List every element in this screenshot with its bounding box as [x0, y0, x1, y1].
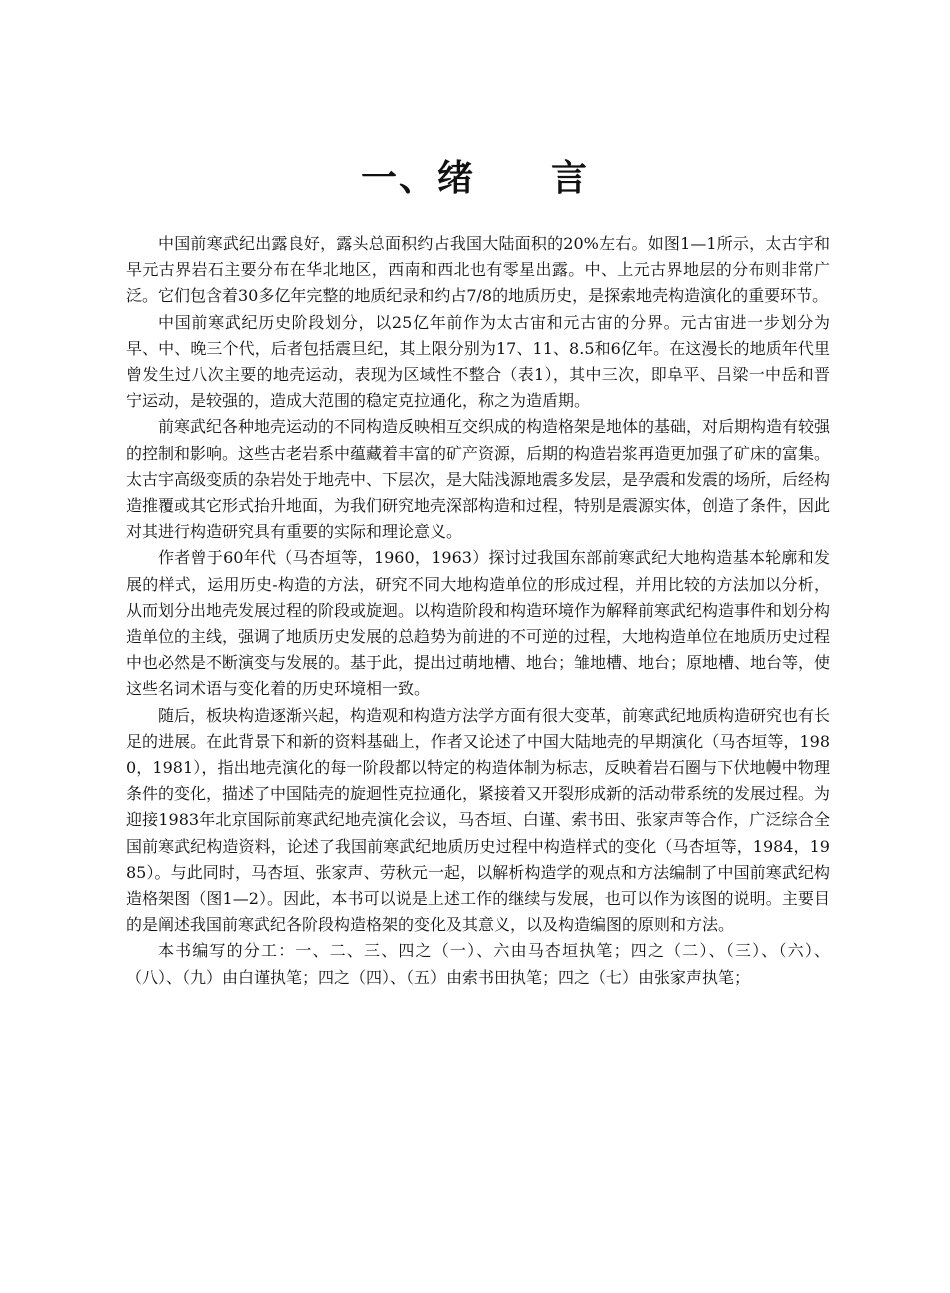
paragraph-2: 中国前寒武纪历史阶段划分，以25亿年前作为太古宙和元古宙的分界。元古宙进一步划分为早、中、晚三个代，后者包括震旦纪，其上限分别为17、11、8.5和6亿年。在这漫长的地质年代里曾发生过八次主要的地壳运动，表现为区域性不整合（表1），其中三次，即阜平、吕梁一中岳和晋宁运动，是较强的，造成大范围的稳定克拉通化，称之为造盾期。	[126, 312, 830, 411]
paragraph-1: 中国前寒武纪出露良好，露头总面积约占我国大陆面积的20%左右。如图1—1所示，太古宇和早元古界岩石主要分布在华北地区，西南和西北也有零星出露。中、上元古界地层的分布则非常广泛。它们包含着30多亿年完整的地质纪录和约占7/8的地质历史，是探索地壳构造演化的重要环节。	[126, 234, 830, 306]
paragraph-3: 前寒武纪各种地壳运动的不同构造反映相互交织成的构造格架是地体的基础，对后期构造有较强的控制和影响。这些古老岩系中蕴藏着丰富的矿产资源，后期的构造岩浆再造更加强了矿床的富集。太古宇高级变质的杂岩处于地壳中、下层次，是大陆浅源地震多发层，是孕震和发震的场所，后经构造推覆或其它形式抬升地面，为我们研究地壳深部构造和过程，特别是震源实体，创造了条件，因此对其进行构造研究具有重要的实际和理论意义。	[126, 417, 831, 542]
paragraph-4: 作者曾于60年代（马杏垣等，1960，1963）探讨过我国东部前寒武纪大地构造基本轮廓和发展的样式，运用历史-构造的方法，研究不同大地构造单位的形成过程，并用比较的方法加以分析，从而划分出地壳发展过程的阶段或旋迴。以构造阶段和构造环境作为解释前寒武纪构造事件和划分构造单位的主线，强调了地质历史发展的总趋势为前进的不可逆的过程，大地构造单位在地质历史过程中也必然是不断演变与发展的。基于此，提出过萌地槽、地台；雏地槽、地台；原地槽、地台等，使这些名词术语与变化着的历史环境相一致。	[126, 548, 831, 699]
paragraph-6: 本书编写的分工：一、二、三、四之（一）、六由马杏垣执笔；四之（二）、（三）、（六）、（八）、（九）由白谨执笔；四之（四）、（五）由索书田执笔；四之（七）由张家声执笔；	[126, 941, 830, 987]
page-title: 一、绪 言	[360, 158, 589, 199]
body-text	[126, 231, 830, 991]
paragraph-5: 随后，板块构造逐渐兴起，构造观和构造方法学方面有很大变革，前寒武纪地质构造研究也有长足的进展。在此背景下和新的资料基础上，作者又论述了中国大陆地壳的早期演化（马杏垣等，1980，1981），指出地壳演化的每一阶段都以特定的构造体制为标志，反映着岩石圈与下伏地幔中物理条件的变化，描述了中国陆壳的旋迴性克拉通化，紧接着又开裂形成新的活动带系统的发展过程。为迎接1983年北京国际前寒武纪地壳演化会议，马杏垣、白谨、索书田、张家声等合作，广泛综合全国前寒武纪构造资料，论述了我国前寒武纪地质历史过程中构造样式的变化（马杏垣等，1984，1985）。与此同时，马杏垣、张家声、劳秋元一起，以解析构造学的观点和方法编制了中国前寒武纪构造格架图（图1—2）。因此，本书可以说是上述工作的继续与发展，也可以作为该图的说明。主要目的是阐述我国前寒武纪各阶段构造格架的变化及其意义，以及构造编图的原则和方法。	[126, 705, 831, 935]
